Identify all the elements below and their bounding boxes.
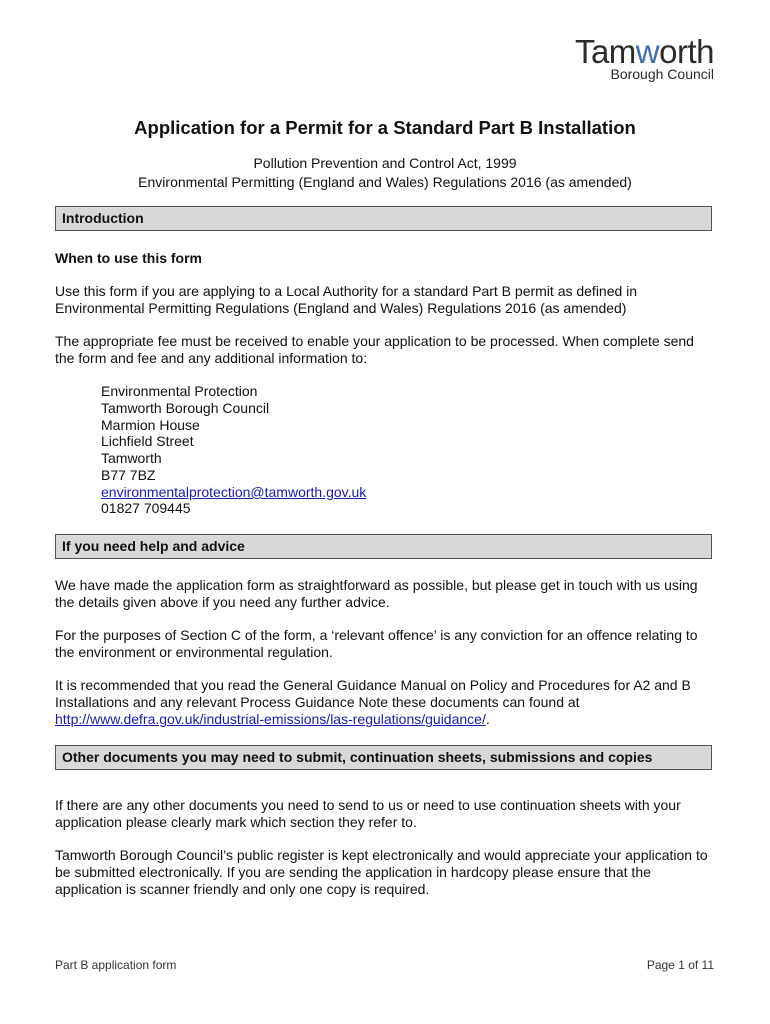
- act-subtitle: Pollution Prevention and Control Act, 1999: [253, 155, 517, 171]
- relevant-offence-paragraph: For the purposes of Section C of the form, a ‘relevant offence’ is any conviction for an offence relating to the environment or environmental regulation.: [55, 627, 698, 660]
- fee-paragraph: The appropriate fee must be received to enable your application to be processed. When complete send the form and fee and any additional information to:: [55, 333, 694, 366]
- section-other-documents: Other documents you may need to submit, continuation sheets, submissions and copies: [55, 745, 712, 770]
- email-link[interactable]: environmentalprotection@tamworth.gov.uk: [101, 484, 367, 500]
- page-title: Application for a Permit for a Standard Part B Installation: [134, 117, 636, 138]
- regulations-subtitle: Environmental Permitting (England and Wales) Regulations 2016 (as amended): [138, 174, 632, 190]
- section-introduction: Introduction: [55, 206, 712, 231]
- when-heading: When to use this form: [55, 250, 202, 266]
- phone-number: 01827 709445: [101, 500, 191, 516]
- footer-form-name: Part B application form: [55, 958, 177, 972]
- logo-subtitle: Borough Council: [610, 66, 714, 82]
- section-help: If you need help and advice: [55, 534, 712, 559]
- address-line: Tamworth Borough Council: [101, 400, 270, 416]
- public-register-paragraph: Tamworth Borough Council’s public register is kept electronically and would appreciate your application to be submitted electronically. If you are sending the application in hardcopy please ensure that the application is scanner friendly and only one copy is required.: [55, 847, 708, 897]
- council-logo: [575, 34, 714, 82]
- page-number: Page 1 of 11: [646, 958, 714, 972]
- address-line: Lichfield Street: [101, 433, 194, 449]
- guidance-paragraph: It is recommended that you read the General Guidance Manual on Policy and Procedures for A2 and B Installations and any relevant Process Guidance Note these documents can found at http://www.defra.gov.uk/industrial-emissions/las-regulations/guidance/.: [55, 677, 691, 727]
- address-line: Marmion House: [101, 417, 200, 433]
- guidance-link[interactable]: http://www.defra.gov.uk/industrial-emissions/las-regulations/guidance/: [55, 711, 486, 727]
- address-line: Tamworth: [101, 450, 162, 466]
- intro-paragraph: Use this form if you are applying to a Local Authority for a standard Part B permit as defined in Environmental Permitting Regulations (England and Wales) Regulations 2016 (as amended): [55, 283, 638, 316]
- address-line: B77 7BZ: [101, 467, 156, 483]
- address-line: Environmental Protection: [101, 383, 258, 399]
- continuation-paragraph: If there are any other documents you need to send to us or need to use continuation sheets with your application please clearly mark which section they refer to.: [55, 797, 681, 830]
- logo-wordmark: Tamworth: [574, 33, 714, 70]
- help-paragraph: We have made the application form as straightforward as possible, but please get in touch with us using the details given above if you need any further advice.: [55, 577, 698, 610]
